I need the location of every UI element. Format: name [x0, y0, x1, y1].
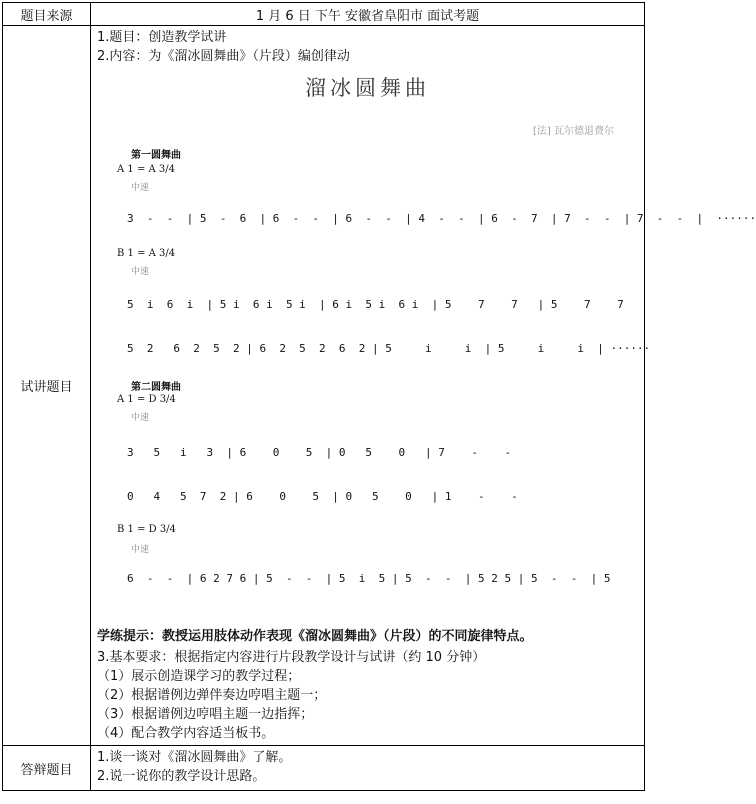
score-staff-1: 3 - - | 5 - 6 | 6 - - | 6 - - | 4 - - | 6 - 7 | 7 - - | 7 - - | ······: [127, 212, 756, 225]
defense-question: 2.说一说你的教学设计思路。: [97, 769, 266, 784]
requirement-item: （4）配合教学内容适当板书。: [97, 726, 275, 741]
lecture-content: [91, 26, 756, 746]
source-label: 题目来源: [3, 3, 91, 26]
source-value: 1 月 6 日 下午 安徽省阜阳市 面试考题: [91, 3, 645, 26]
requirement-item: （3）根据谱例边哼唱主题一边指挥；: [97, 707, 314, 722]
key-signature-a2: A 1 = D 3/4: [117, 394, 176, 405]
tempo-marking: 中速: [131, 183, 150, 193]
score-title: 溜冰圆舞曲: [305, 76, 430, 100]
requirement-intro: 3.基本要求：根据指定内容进行片段教学设计与试讲（约 10 分钟）: [97, 650, 486, 665]
section-heading-2: 第二圆舞曲: [131, 382, 181, 393]
lecture-label: 试讲题目: [3, 26, 91, 746]
exam-table: [2, 2, 756, 791]
defense-row: [3, 746, 645, 791]
score-staff-5: 0 4 5 7 2 | 6 0 5 | 0 5 0 | 1 - -: [127, 490, 518, 503]
music-score: [91, 66, 756, 626]
score-attribution: [法] 瓦尔德退费尔: [533, 126, 614, 137]
requirement-item: （1）展示创造课学习的教学过程；: [97, 669, 301, 684]
key-signature-b2: B 1 = D 3/4: [117, 524, 176, 535]
lecture-row: [3, 26, 645, 746]
tempo-marking: 中速: [131, 267, 150, 277]
section-heading-1: 第一圆舞曲: [131, 150, 181, 161]
defense-content: [91, 746, 645, 791]
tempo-marking: 中速: [131, 545, 150, 555]
tempo-marking: 中速: [131, 413, 150, 423]
key-signature-a1: A 1 = A 3/4: [117, 164, 175, 175]
defense-label: 答辩题目: [3, 746, 91, 791]
score-staff-6: 6 - - | 6 2 7 6 | 5 - - | 5 i 5 | 5 - - | 5 2 5 | 5 - - | 5: [127, 572, 611, 585]
score-staff-4: 3 5 i 3 | 6 0 5 | 0 5 0 | 7 - -: [127, 446, 512, 459]
lecture-topic: 1.题目：创造教学试讲: [97, 30, 227, 45]
requirement-item: （2）根据谱例边弹伴奏边哼唱主题一；: [97, 688, 327, 703]
score-staff-2: 5 i 6 i | 5 i 6 i 5 i | 6 i 5 i 6 i | 5 7 7 | 5 7 7: [127, 298, 624, 311]
source-row: [3, 3, 645, 26]
defense-question: 1.谈一谈对《溜冰圆舞曲》了解。: [97, 750, 292, 765]
key-signature-b1: B 1 = A 3/4: [117, 248, 176, 259]
score-staff-3: 5 2 6 2 5 2 | 6 2 5 2 6 2 | 5 i i | 5 i i | ······: [127, 342, 651, 355]
lecture-content-line: 2.内容：为《溜冰圆舞曲》（片段）编创律动: [97, 49, 350, 64]
practice-tip: 学练提示：教授运用肢体动作表现《溜冰圆舞曲》（片段）的不同旋律特点。: [97, 629, 533, 644]
